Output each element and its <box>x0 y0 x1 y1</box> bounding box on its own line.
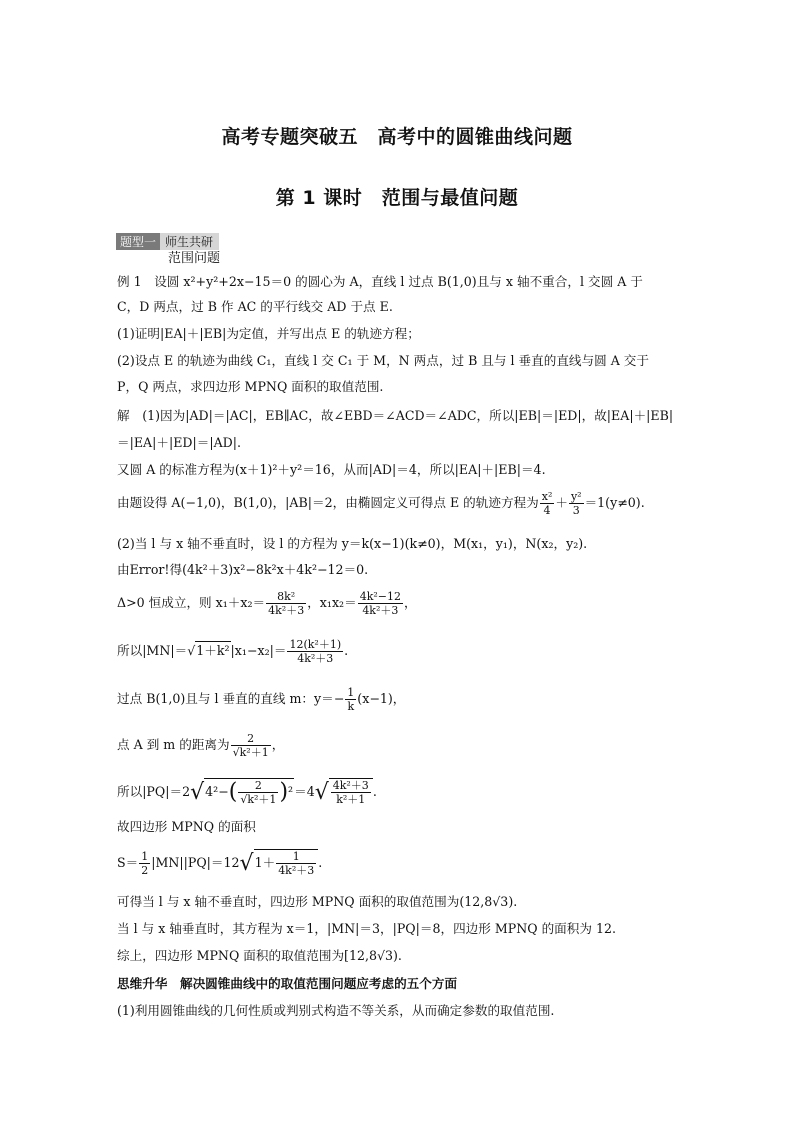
fraction-denominator: 3 <box>572 504 580 517</box>
fraction-denominator: 2 <box>141 864 149 877</box>
fraction-numerator: 1 <box>276 850 316 864</box>
fraction-x2-over-4 <box>540 490 555 517</box>
fraction-sum <box>266 590 306 617</box>
question-2-line-1: (2)设点 E 的轨迹为曲线 C₁，直线 l 交 C₁ 于 M，N 两点，过 B 且与 l 垂直的直线与圆 A 交于 <box>117 353 649 368</box>
question-2-line-2: P，Q 两点，求四边形 MPNQ 面积的取值范围. <box>117 379 384 394</box>
fraction-denominator: 4k²＋3 <box>268 604 305 617</box>
fraction-numerator: y² <box>570 490 582 503</box>
fraction-numerator: 8k² <box>266 590 306 604</box>
sqrt-sign <box>190 780 204 805</box>
fraction-denominator: 4k²＋3 <box>297 652 334 665</box>
fraction-numerator: 1 <box>347 686 355 699</box>
solution-line-1: 解 (1)因为|AD|＝|AC|，EB∥AC，故∠EBD＝∠ACD＝∠ADC，所以|EB|＝|ED|，故|EA|＋|EB| <box>117 408 674 423</box>
fraction-denominator: k²＋1 <box>336 793 366 806</box>
solution-line-2: ＝|EA|＋|ED|＝|AD|. <box>117 435 242 450</box>
fraction-pq-inner <box>238 779 278 806</box>
system-line: 由Error!得(4k²＋3)x²−8k²x＋4k²−12＝0. <box>117 562 369 577</box>
radicand-pq-post: ² <box>288 784 294 799</box>
vieta-line: Δ>0 恒成立，则 x₁＋x₂＝ $\frac{\text{8k²}}{\text{4k²＋3}}$ ，x₁x₂＝ $\frac{\text{4k²−12}}{\text{4k²＋3}}$ ， <box>117 590 417 617</box>
radicand-area <box>254 849 319 877</box>
conclusion-line: 综上，四边形 MPNQ 面积的取值范围为[12,8√3). <box>117 948 402 963</box>
solution-part-2-line: (2)当 l 与 x 轴不垂直时，设 l 的方程为 y＝k(x−1)(k≠0)，M(x₁，y₁)，N(x₂，y₂). <box>117 536 588 551</box>
area-text-a: S＝ <box>117 855 139 870</box>
example-line-1: 例 1 设圆 x²+y²+2x−15＝0 的圆心为 A，直线 l 过点 B(1,0)且与 x 轴不重合，l 交圆 A 于 <box>117 274 643 289</box>
pq-length-line: 所以|PQ|＝2√ 4²−( $\frac{2}{\text{√k²＋1}}$ )²＝4√ $\frac{\text{4k²＋3}}{\text{k²＋1}}$ . <box>117 778 377 806</box>
fraction-numerator: x² <box>541 490 553 503</box>
sqrt-sign <box>240 851 254 876</box>
sqrt-sign <box>187 643 195 658</box>
fraction-numerator: 2 <box>231 732 271 746</box>
pq-text-a: 所以|PQ|＝2 <box>117 784 191 799</box>
line-m-line <box>117 686 405 713</box>
mn-text-b: |x₁−x₂|＝ <box>230 643 287 658</box>
distance-text: 点 A 到 m 的距离为 <box>117 737 230 752</box>
radicand-pq <box>204 778 294 806</box>
fraction-product <box>358 590 403 617</box>
mn-text-a: 所以|MN|＝ <box>117 643 188 658</box>
radicand-mn: 1＋k² <box>196 643 230 658</box>
fraction-numerator: 4k²−12 <box>359 590 401 603</box>
fraction-numerator: 4k²＋3 <box>332 779 369 792</box>
fraction-y2-over-3 <box>569 490 584 517</box>
fraction-half <box>139 850 150 877</box>
radicand-pq-pre: 4²− <box>205 784 229 799</box>
fraction-denominator: √k²＋1 <box>240 793 277 806</box>
method-point-1: (1)利用圆锥曲线的几何性质或判别式构造不等关系，从而确定参数的取值范围. <box>117 1003 555 1018</box>
ellipse-equation-line: 由题设得 A(−1,0)，B(1,0)，|AB|＝2，由椭圆定义可得点 E 的轨迹方程为 $\frac{\text{x²}}{4}$ ＋ $\frac{\text{y²}}{3}$ ＝1(y≠0). <box>117 490 645 517</box>
sqrt-sign <box>315 780 329 805</box>
area-heading-line: 故四边形 MPNQ 的面积 <box>117 819 256 834</box>
method-summary-heading: 思维升华 解决圆锥曲线中的取值范围问题应考虑的五个方面 <box>117 976 458 991</box>
ellipse-equation-tail: ＝1(y≠0). <box>584 495 645 510</box>
problem-type-label: 题型一 <box>116 233 160 250</box>
fraction-denominator: 4 <box>543 504 551 517</box>
fraction-pq-result <box>331 779 371 806</box>
paren-open: ( <box>228 779 238 805</box>
radicand-pq-result <box>329 778 373 806</box>
mn-length-line: 所以|MN|＝√ 1＋k²|x₁−x₂|＝ $\frac{\text{12(k²＋1)}}{\text{4k²＋3}}$ . <box>117 638 348 665</box>
question-1: (1)证明|EA|＋|EB|为定值，并写出点 E 的轨迹方程； <box>117 326 420 341</box>
fraction-denominator: k <box>347 700 355 713</box>
line-m-text-a: 过点 B(1,0)且与 l 垂直的直线 m：y＝− <box>117 691 345 706</box>
ellipse-equation-text: 由题设得 A(−1,0)，B(1,0)，|AB|＝2，由椭圆定义可得点 E 的轨迹方程为 <box>117 495 539 510</box>
page-title: 高考专题突破五 高考中的圆锥曲线问题 <box>221 126 573 148</box>
fraction-denominator: 4k²＋3 <box>278 864 315 877</box>
range-line-2: 当 l 与 x 轴垂直时，其方程为 x＝1，|MN|＝3，|PQ|＝8，四边形 MPNQ 的面积为 12. <box>117 921 616 936</box>
section-heading: 范围问题 <box>168 251 221 266</box>
study-mode-label: 师生共研 <box>160 233 219 250</box>
fraction-denominator: √k²＋1 <box>232 746 269 759</box>
vieta-text-a: Δ>0 恒成立，则 x₁＋x₂＝ <box>117 595 266 610</box>
solution-line-3: 又圆 A 的标准方程为(x＋1)²＋y²＝16，从而|AD|＝4，所以|EA|＋|EB|＝4. <box>117 462 546 477</box>
fraction-area-inner <box>276 850 316 877</box>
fraction-numerator: 1 <box>141 850 149 863</box>
area-text-b: |MN||PQ|＝12 <box>151 855 240 870</box>
area-formula-line: S＝ $\frac{1}{2}$ |MN||PQ|＝12√ 1＋ $\frac{1}{\text{4k²＋3}}$ . <box>117 849 322 877</box>
vieta-text-b: ，x₁x₂＝ <box>307 595 357 610</box>
example-line-2: C，D 两点，过 B 作 AC 的平行线交 AD 于点 E. <box>117 299 393 314</box>
distance-line: 点 A 到 m 的距离为 $\frac{2}{\text{√k²＋1}}$ ， <box>117 732 285 759</box>
fraction-one-over-k <box>345 686 356 713</box>
fraction-denominator: 4k²＋3 <box>362 604 399 617</box>
pq-text-b: ＝4 <box>294 784 315 799</box>
fraction-mn <box>287 638 343 665</box>
fraction-numerator: 2 <box>238 779 278 793</box>
range-line-1: 可得当 l 与 x 轴不垂直时，四边形 MPNQ 面积的取值范围为(12,8√3). <box>117 894 518 909</box>
radicand-area-pre: 1＋ <box>254 855 276 870</box>
paren-close: ) <box>279 779 289 805</box>
lesson-subtitle: 第 1 课时 范围与最值问题 <box>275 187 519 209</box>
fraction-distance <box>231 732 271 759</box>
fraction-numerator: 12(k²＋1) <box>289 638 342 651</box>
line-m-text-b: (x−1)， <box>357 691 406 706</box>
